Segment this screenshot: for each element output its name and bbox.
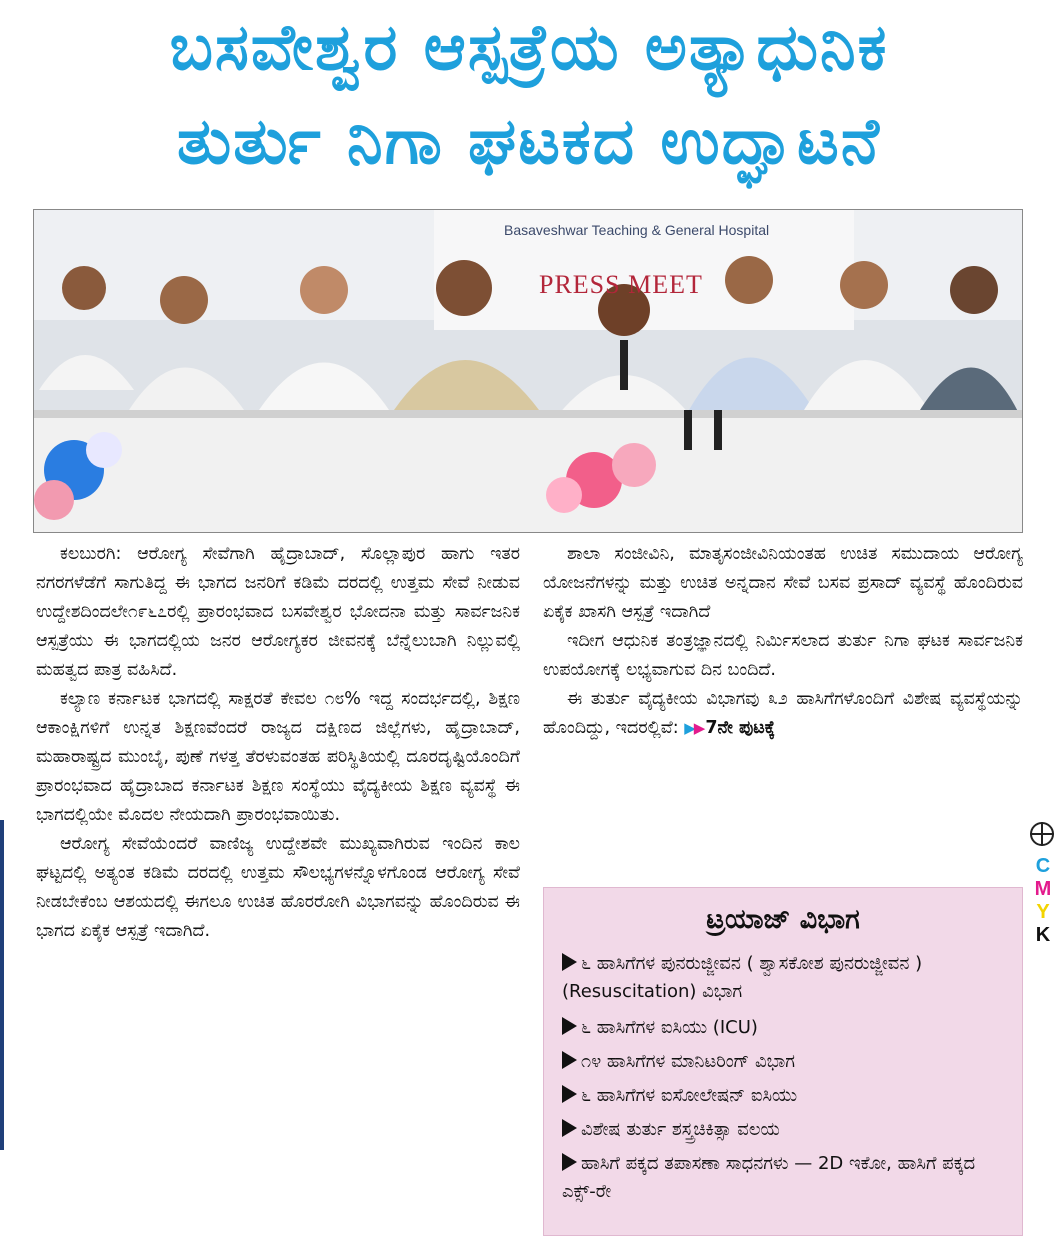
cmyk-letter: K [1035,924,1051,946]
article-paragraph: ಇದೀಗ ಆಧುನಿಕ ತಂತ್ರಜ್ಞಾನದಲ್ಲಿ ನಿರ್ಮಿಸಲಾದ ತುರ್ತು ನಿಗಾ ಘಟಕ ಸಾರ್ವಜನಿಕ ಉಪಯೋಗಕ್ಕೆ ಲಭ್ಯವಾಗುವ ದಿನ ಬಂದಿದೆ. [543,631,1023,680]
triage-item-text: ೬ ಹಾಸಿಗೆಗಳ ಪುನರುಜ್ಜೀವನ ( ಶ್ವಾಸಕೋಶ ಪುನರುಜ್ಜೀವನ ) (Resuscitation) ವಿಭಾಗ [562,953,923,1002]
triage-item-text: ವಿಶೇಷ ತುರ್ತು ಶಸ್ತ್ರಚಿಕಿತ್ಸಾ ವಲಯ [581,1119,780,1140]
triangle-bullet-icon [562,1085,577,1103]
triage-item-text: ೧೪ ಹಾಸಿಗೆಗಳ ಮಾನಿಟರಿಂಗ್ ವಿಭಾಗ [581,1051,795,1072]
triangle-bullet-icon [562,1153,577,1171]
article-right-column [543,540,1023,743]
page-edge-rule [0,820,4,1150]
triage-item [562,1048,1012,1076]
press-meet-banner: PRESS MEET [539,270,703,299]
triage-item-text: ೬ ಹಾಸಿಗೆಗಳ ಐಸಿಯು (ICU) [581,1017,758,1038]
triangle-bullet-icon [562,953,577,971]
triage-item [562,950,1012,1006]
article-paragraph [543,685,1023,743]
triage-item [562,1082,1012,1110]
triage-item [562,1014,1012,1042]
headline-line-1: ಬಸವೇಶ್ವರ ಆಸ್ಪತ್ರೆಯ ಅತ್ಯಾಧುನಿಕ [169,11,889,85]
cmyk-mark [1031,855,1055,947]
continued-arrow-icon: ▶ [693,719,706,737]
article-paragraph: ಆರೋಗ್ಯ ಸೇವೆಯೆಂದರೆ ವಾಣಿಜ್ಯ ಉದ್ದೇಶವೇ ಮುಖ್ಯವಾಗಿರುವ ಇಂದಿನ ಕಾಲ ಘಟ್ಟದಲ್ಲಿ ಅತ್ಯಂತ ಕಡಿಮೆ ದರದಲ್ಲಿ ಉತ್ತಮ ಸೌಲಭ್ಯಗಳನ್ನೊಳಗೊಂಡ ಆರೋಗ್ಯ ಸೇವೆ ನೀಡಬೇಕೆಂಬ ಆಶಯದಲ್ಲಿ ಈಗಲೂ ಉಚಿತ ಹೊರರೋಗಿ ವಿಭಾಗವನ್ನು ಹೊಂದಿರುವ ಈ ಭಾಗದ ಏಕೈಕ ಆಸ್ಪತ್ರೆ ಇದಾಗಿದೆ. [36,834,520,941]
photo-illustration [34,210,1022,532]
triage-item [562,1116,1012,1144]
triangle-bullet-icon [562,1017,577,1035]
continued-on-page: 7ನೇ ಪುಟಕ್ಕೆ [705,718,775,738]
triage-title: ಟ್ರಯಾಜ್ ವಿಭಾಗ [706,904,860,935]
triangle-bullet-icon [562,1119,577,1137]
article-paragraph: ಕಲ್ಯಾಣ ಕರ್ನಾಟಕ ಭಾಗದಲ್ಲಿ ಸಾಕ್ಷರತೆ ಕೇವಲ ೧೮% ಇದ್ದ ಸಂದರ್ಭದಲ್ಲಿ, ಶಿಕ್ಷಣ ಆಕಾಂಕ್ಷಿಗಳಿಗೆ ಉನ್ನತ ಶಿಕ್ಷಣವೆಂದರೆ ರಾಜ್ಯದ ದಕ್ಷಿಣದ ಜಿಲ್ಲೆಗಳು, ಹೈದ್ರಾಬಾದ್, ಮಹಾರಾಷ್ಟ್ರದ ಮುಂಬೈ, ಪುಣೆ ಗಳತ್ತ ತೆರಳುವಂತಹ ಪರಿಸ್ಥಿತಿಯಲ್ಲಿ ದೂರದೃಷ್ಟಿಯೊಂದಿಗೆ ಪ್ರಾರಂಭವಾದ ಹೈದ್ರಾಬಾದ ಕರ್ನಾಟಕ ಶಿಕ್ಷಣ ಸಂಸ್ಥೆಯು ವೈದ್ಯಕೀಯ ಶಿಕ್ಷಣ ವ್ಯವಸ್ಥೆ ಈ ಭಾಗದಲ್ಲಿಯೇ ಮೊದಲ ನೇಯದಾಗಿ ಪ್ರಾರಂಭವಾಯಿತು. [36,689,520,825]
hospital-banner-text: Basaveshwar Teaching & General Hospital [504,222,770,238]
headline-line-2: ತುರ್ತು ನಿಗಾ ಘಟಕದ ಉದ್ಘಾಟನೆ [177,105,881,179]
triangle-bullet-icon [562,1051,577,1069]
triage-item-text: ಹಾಸಿಗೆ ಪಕ್ಕದ ತಪಾಸಣಾ ಸಾಧನಗಳು — 2D ಇಕೋ, ಹಾಸಿಗೆ ಪಕ್ಕದ ಎಕ್ಸ್-ರೇ [562,1153,976,1202]
continued-arrow-icon: ▶ [684,719,694,737]
article-text: ಈ ತುರ್ತು ವೈದ್ಯಕೀಯ ವಿಭಾಗವು ೩೨ ಹಾಸಿಗೆಗಳೊಂದಿಗೆ ವಿಶೇಷ ವ್ಯವಸ್ಥೆಯನ್ನು ಹೊಂದಿದ್ದು, ಇದರಲ್ಲಿವೆ: [543,689,1023,738]
registration-mark-icon [1030,822,1054,846]
cmyk-letter: Y [1036,901,1050,923]
triage-box [543,887,1023,1236]
article-left-column [36,540,520,946]
cmyk-letter: C [1035,855,1051,877]
article-paragraph: ಶಾಲಾ ಸಂಜೀವಿನಿ, ಮಾತೃಸಂಜೀವಿನಿಯಂತಹ ಉಚಿತ ಸಮುದಾಯ ಆರೋಗ್ಯ ಯೋಜನೆಗಳನ್ನು ಮತ್ತು ಉಚಿತ ಅನ್ನದಾನ ಸೇವೆ ಬಸವ ಪ್ರಸಾದ್ ವ್ಯವಸ್ಥೆ ಹೊಂದಿರುವ ಏಕೈಕ ಖಾಸಗಿ ಆಸ್ಪತ್ರೆ ಇದಾಗಿದೆ [543,544,1023,622]
article-paragraph: ಕಲಬುರಗಿ: ಆರೋಗ್ಯ ಸೇವೆಗಾಗಿ ಹೈದ್ರಾಬಾದ್, ಸೊಲ್ಲಾಪುರ ಹಾಗು ಇತರ ನಗರಗಳೆಡೆಗೆ ಸಾಗುತಿದ್ದ ಈ ಭಾಗದ ಜನರಿಗೆ ಕಡಿಮೆ ದರದಲ್ಲಿ ಉತ್ತಮ ಸೇವೆ ನೀಡುವ ಉದ್ದೇಶದಿಂದಲೇ೧೯೬೭ರಲ್ಲಿ ಪ್ರಾರಂಭವಾದ ಬಸವೇಶ್ವರ ಭೋದನಾ ಮತ್ತು ಸಾರ್ವಜನಿಕ ಆಸ್ಪತ್ರೆಯು ಈ ಭಾಗದಲ್ಲಿಯ ಜನರ ಆರೋಗ್ಯಕರ ಜೀವನಕ್ಕೆ ಬೆನ್ನೆಲುಬಾಗಿ ನಿಲ್ಲುವಲ್ಲಿ ಮಹತ್ವದ ಪಾತ್ರ ವಹಿಸಿದೆ. [36,544,520,680]
cmyk-letter: M [1034,878,1052,900]
triage-item [562,1150,1012,1206]
triage-item-text: ೬ ಹಾಸಿಗೆಗಳ ಐಸೋಲೇಷನ್ ಐಸಿಯು [581,1085,798,1106]
press-meet-photo [33,209,1023,533]
